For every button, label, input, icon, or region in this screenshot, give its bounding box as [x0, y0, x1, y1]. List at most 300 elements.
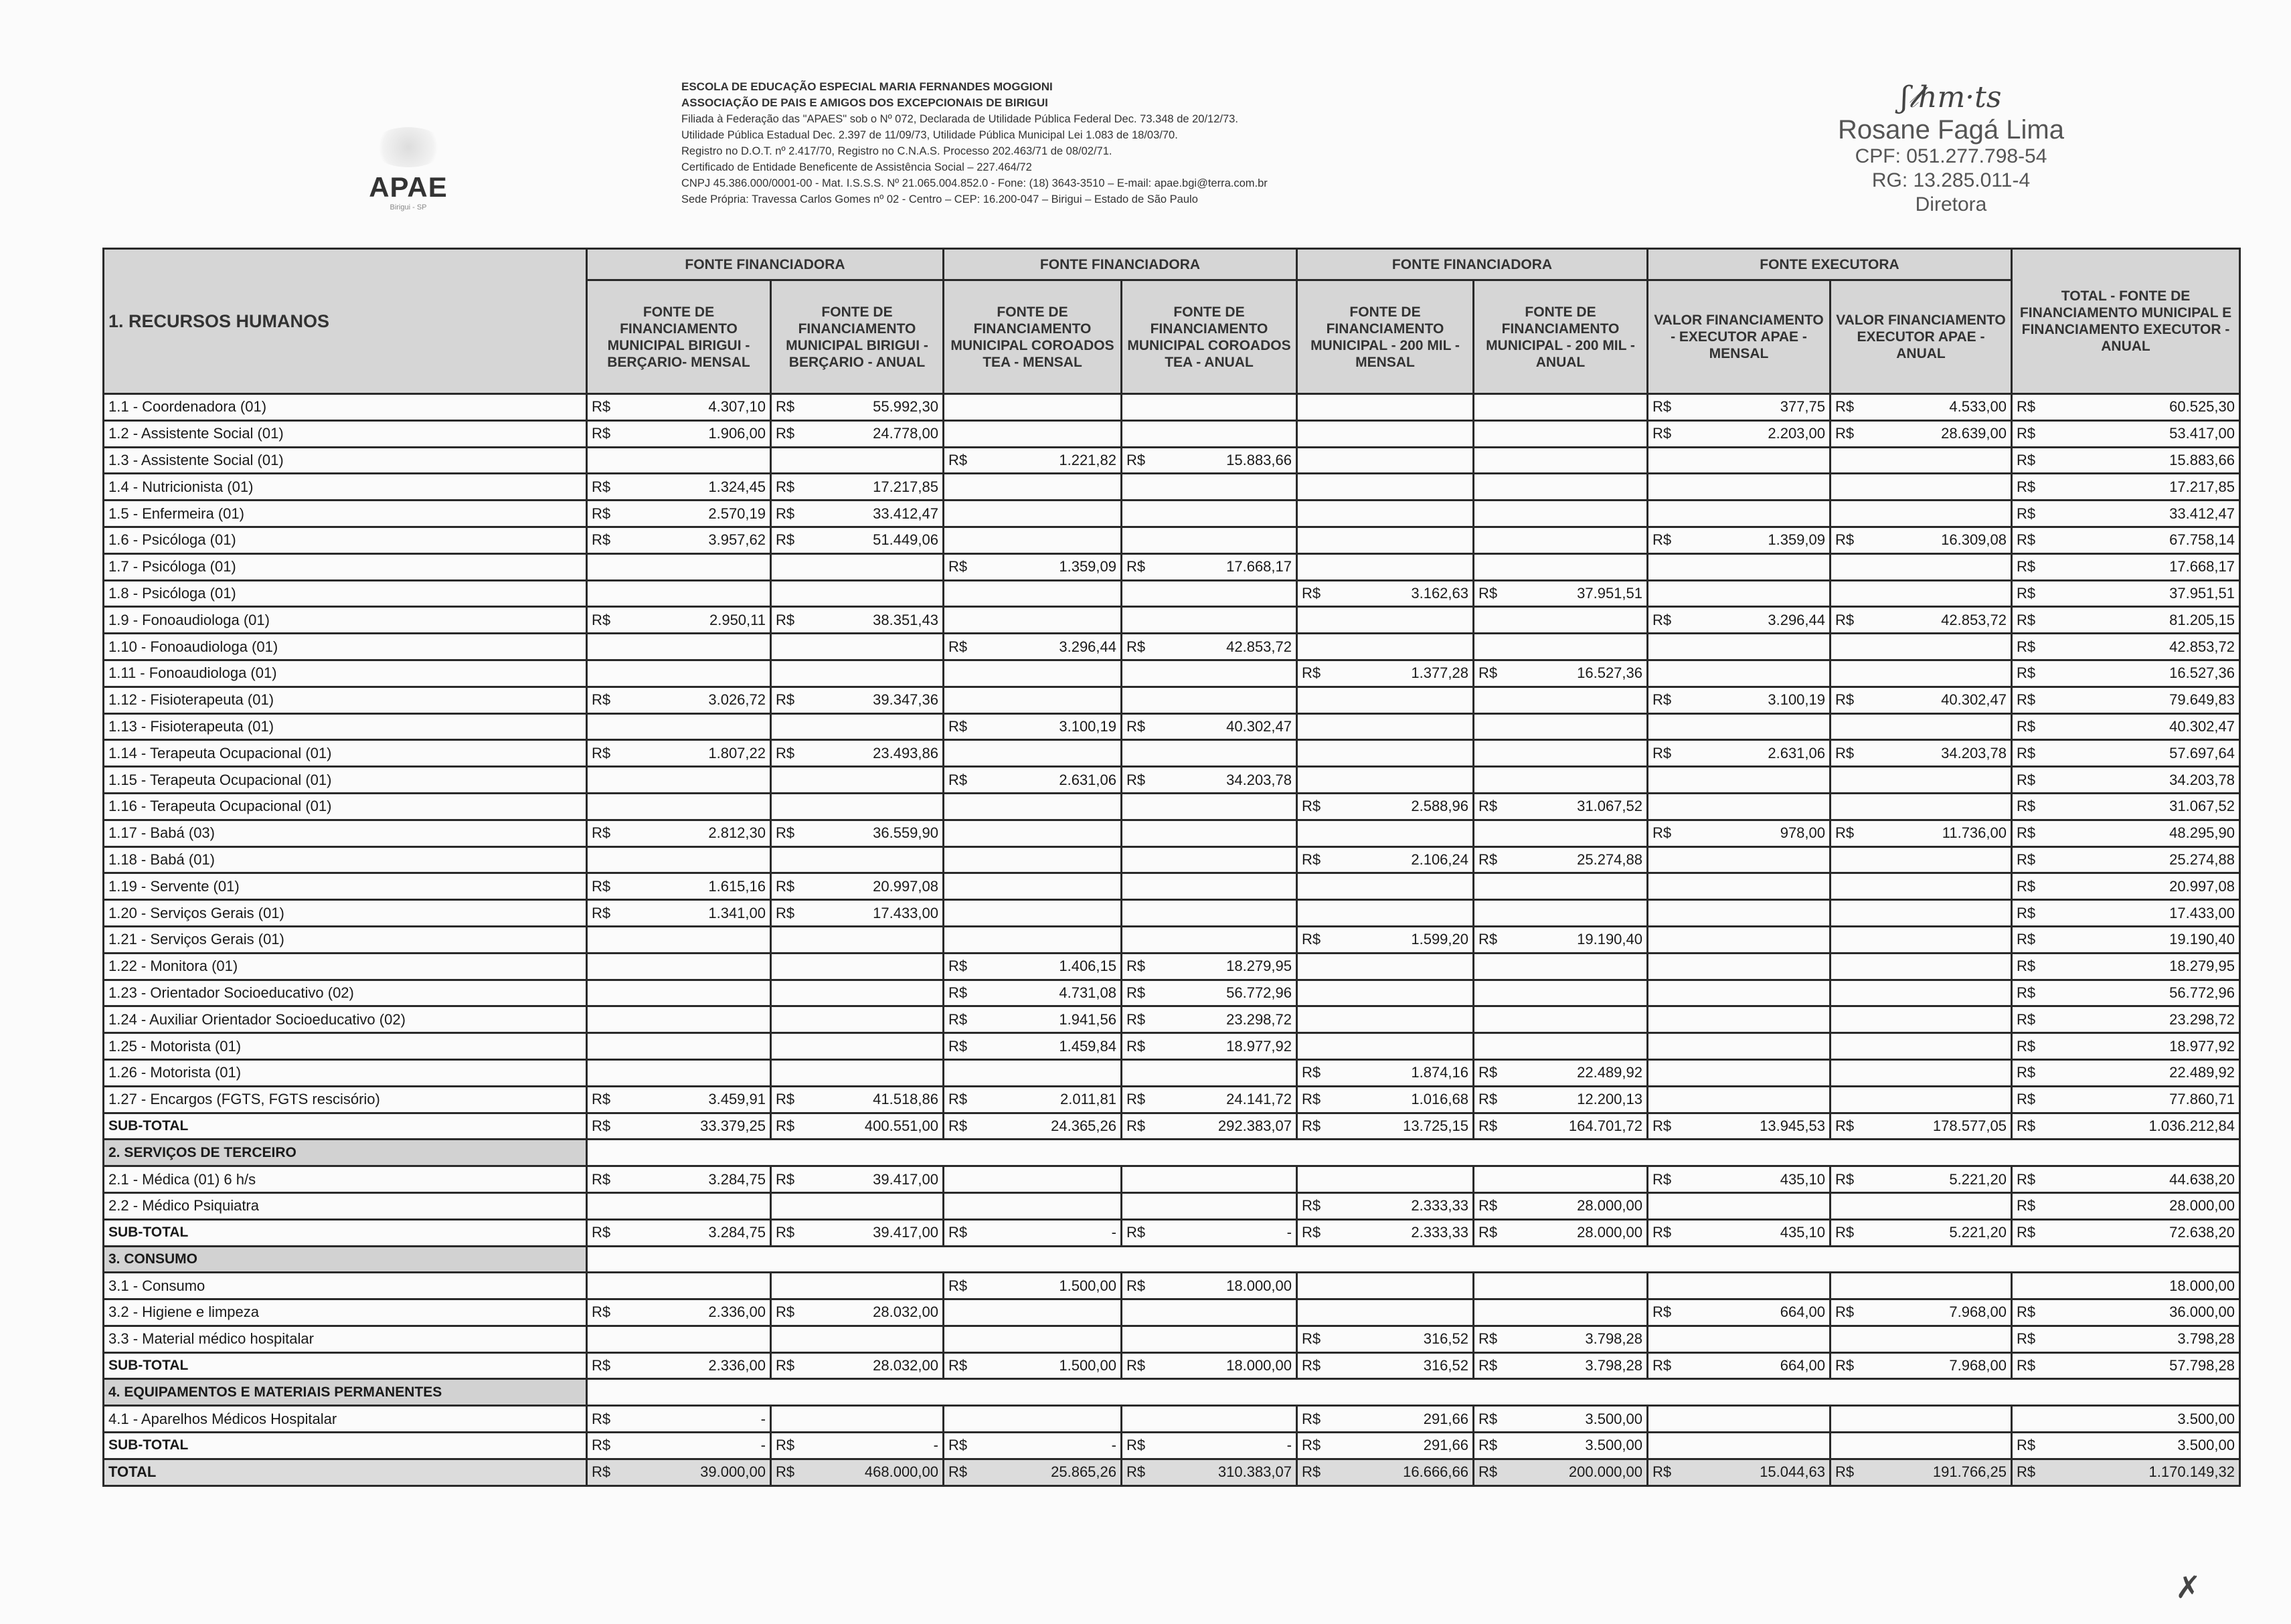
amount: 664,00 — [1780, 1357, 1825, 1374]
currency-symbol: R$ — [948, 1277, 968, 1294]
value-cell — [1474, 1433, 1648, 1459]
currency-symbol: R$ — [948, 1091, 968, 1108]
row-label: 2.2 - Médico Psiquiatra — [104, 1192, 587, 1219]
value-cell — [587, 1113, 771, 1140]
amount: 15.044,63 — [1760, 1463, 1825, 1481]
currency-symbol: R$ — [1478, 1197, 1498, 1214]
table-row — [104, 793, 2240, 820]
amount: 2.336,00 — [708, 1303, 766, 1321]
amount: 34.203,78 — [2169, 771, 2235, 788]
value-cell — [1474, 846, 1648, 873]
total-column-header: TOTAL - FONTE DE FINANCIAMENTO MUNICIPAL E FINANCIAMENTO EXECUTOR - ANUAL — [2012, 249, 2240, 394]
value-cell — [1474, 660, 1648, 687]
amount: 15.883,66 — [1226, 451, 1292, 468]
value-cell — [1297, 820, 1474, 846]
currency-symbol: R$ — [776, 425, 795, 442]
value-cell — [1648, 420, 1831, 447]
currency-symbol: R$ — [1652, 824, 1672, 842]
value-cell — [587, 740, 771, 767]
amount: - — [760, 1437, 766, 1454]
table-row — [104, 580, 2240, 607]
currency-symbol: R$ — [1478, 798, 1498, 815]
logo-subtext: Birigui - SP — [390, 203, 427, 211]
value-cell — [1831, 1033, 2012, 1060]
value-cell — [1297, 926, 1474, 953]
currency-symbol: R$ — [2017, 1463, 2036, 1481]
amount: 3.798,28 — [1585, 1330, 1642, 1348]
value-cell — [944, 980, 1122, 1006]
currency-symbol: R$ — [1302, 1330, 1321, 1348]
value-cell — [771, 820, 944, 846]
value-cell — [1831, 1192, 2012, 1219]
currency-symbol: R$ — [948, 1463, 968, 1481]
value-cell — [1122, 580, 1297, 607]
table-row — [104, 634, 2240, 660]
currency-symbol: R$ — [1302, 1410, 1321, 1427]
row-total-cell — [2012, 740, 2240, 767]
value-cell — [944, 1086, 1122, 1113]
currency-symbol: R$ — [948, 958, 968, 975]
currency-symbol: R$ — [948, 638, 968, 655]
value-cell — [1648, 1086, 1831, 1113]
row-total-cell — [2012, 1033, 2240, 1060]
amount: 7.968,00 — [1949, 1303, 2007, 1321]
value-cell — [944, 394, 1122, 421]
amount: 17.217,85 — [2169, 478, 2235, 495]
currency-symbol: R$ — [776, 478, 795, 495]
row-total-cell — [2012, 873, 2240, 900]
value-cell — [771, 474, 944, 501]
row-label: 1.18 - Babá (01) — [104, 846, 587, 873]
currency-symbol: R$ — [2017, 744, 2036, 761]
row-label: 1.17 - Babá (03) — [104, 820, 587, 846]
currency-symbol: R$ — [592, 478, 611, 495]
row-label: TOTAL — [104, 1459, 587, 1485]
table-row — [104, 980, 2240, 1006]
amount: 3.100,19 — [1768, 691, 1825, 709]
value-cell — [1122, 687, 1297, 713]
currency-symbol: R$ — [1478, 1410, 1498, 1427]
value-cell — [1648, 767, 1831, 794]
currency-symbol: R$ — [1835, 531, 1855, 549]
value-cell — [1122, 1406, 1297, 1433]
letterhead — [681, 79, 1268, 207]
value-cell — [587, 607, 771, 634]
currency-symbol: R$ — [1302, 1064, 1321, 1081]
value-cell — [1297, 793, 1474, 820]
value-cell — [1474, 1273, 1648, 1299]
amount: 5.221,20 — [1949, 1224, 2007, 1241]
amount: 1.599,20 — [1411, 931, 1468, 948]
value-cell — [944, 767, 1122, 794]
amount: 377,75 — [1780, 398, 1825, 416]
value-cell — [944, 553, 1122, 580]
amount: 3.296,44 — [1059, 638, 1116, 655]
currency-symbol: R$ — [1652, 611, 1672, 628]
currency-symbol: R$ — [2017, 1117, 2036, 1134]
value-cell — [1474, 634, 1648, 660]
value-cell — [1297, 553, 1474, 580]
currency-symbol: R$ — [2017, 1330, 2036, 1348]
value-cell — [1297, 953, 1474, 980]
amount: 435,10 — [1780, 1224, 1825, 1241]
currency-symbol: R$ — [948, 1224, 968, 1241]
currency-symbol: R$ — [948, 1437, 968, 1454]
value-cell — [1122, 820, 1297, 846]
amount: 18.977,92 — [1226, 1037, 1292, 1055]
value-cell — [587, 1166, 771, 1193]
currency-symbol: R$ — [2017, 1197, 2036, 1214]
value-cell — [1474, 820, 1648, 846]
value-cell — [587, 1273, 771, 1299]
row-total-cell — [2012, 580, 2240, 607]
currency-symbol: R$ — [2017, 850, 2036, 868]
row-total-cell — [2012, 687, 2240, 713]
value-cell — [1474, 1059, 1648, 1086]
amount: 38.351,43 — [873, 611, 938, 628]
currency-symbol: R$ — [776, 1091, 795, 1108]
value-cell — [944, 820, 1122, 846]
value-cell — [587, 873, 771, 900]
value-cell — [771, 580, 944, 607]
value-cell — [1474, 793, 1648, 820]
row-label: SUB-TOTAL — [104, 1352, 587, 1379]
amount: 18.279,95 — [2169, 958, 2235, 975]
value-cell — [771, 527, 944, 553]
amount: 200.000,00 — [1568, 1463, 1642, 1481]
currency-symbol: R$ — [1126, 451, 1146, 468]
table-row — [104, 660, 2240, 687]
row-label: 1.2 - Assistente Social (01) — [104, 420, 587, 447]
row-total-cell — [2012, 1352, 2240, 1379]
table-row — [104, 953, 2240, 980]
value-cell — [1474, 1459, 1648, 1485]
value-cell — [587, 687, 771, 713]
value-cell — [1648, 660, 1831, 687]
value-cell — [1831, 1406, 2012, 1433]
currency-symbol: R$ — [592, 1224, 611, 1241]
value-cell — [1297, 713, 1474, 740]
currency-symbol: R$ — [776, 1224, 795, 1241]
value-cell — [587, 527, 771, 553]
column-header: FONTE DE FINANCIAMENTO MUNICIPAL - 200 MIL - ANUAL — [1474, 280, 1648, 394]
row-label: 1.23 - Orientador Socioeducativo (02) — [104, 980, 587, 1006]
value-cell — [1474, 926, 1648, 953]
amount: 1.377,28 — [1411, 664, 1468, 682]
value-cell — [1297, 1459, 1474, 1485]
value-cell — [587, 580, 771, 607]
value-cell — [1122, 713, 1297, 740]
value-cell — [1122, 1006, 1297, 1033]
value-cell — [944, 1433, 1122, 1459]
row-label: 4. EQUIPAMENTOS E MATERIAIS PERMANENTES — [104, 1379, 587, 1406]
currency-symbol: R$ — [2017, 717, 2036, 735]
currency-symbol: R$ — [592, 744, 611, 761]
row-total-cell — [2012, 1059, 2240, 1086]
value-cell — [944, 1299, 1122, 1326]
value-cell — [1648, 1299, 1831, 1326]
value-cell — [944, 1059, 1122, 1086]
letterhead-line: Utilidade Pública Estadual Dec. 2.397 de 11/09/73, Utilidade Pública Municipal Lei 1.083 de 18/03/70. — [681, 129, 1178, 141]
currency-symbol: R$ — [2017, 877, 2036, 895]
value-cell — [1122, 1459, 1297, 1485]
value-cell — [1831, 474, 2012, 501]
amount: 22.489,92 — [1577, 1064, 1642, 1081]
currency-symbol: R$ — [1126, 771, 1146, 788]
currency-symbol: R$ — [2017, 425, 2036, 442]
currency-symbol: R$ — [1126, 638, 1146, 655]
value-cell — [1831, 1166, 2012, 1193]
amount: 310.383,07 — [1217, 1463, 1292, 1481]
currency-symbol: R$ — [776, 744, 795, 761]
value-cell — [1297, 1352, 1474, 1379]
subtotal-row — [104, 1352, 2240, 1379]
value-cell — [587, 1033, 771, 1060]
row-total-cell — [2012, 1406, 2240, 1433]
value-cell — [944, 607, 1122, 634]
amount: 22.489,92 — [2169, 1064, 2235, 1081]
row-label: 3. CONSUMO — [104, 1246, 587, 1273]
signer-role: Diretora — [1915, 193, 1987, 215]
currency-symbol: R$ — [1835, 1357, 1855, 1374]
value-cell — [1297, 660, 1474, 687]
row-total-cell — [2012, 660, 2240, 687]
currency-symbol: R$ — [2017, 558, 2036, 575]
value-cell — [587, 1219, 771, 1246]
value-cell — [1831, 900, 2012, 927]
section-row — [104, 1379, 2240, 1406]
amount: 67.758,14 — [2169, 531, 2235, 549]
amount: 72.638,20 — [2169, 1224, 2235, 1241]
amount: 28.000,00 — [1577, 1224, 1642, 1241]
value-cell — [1831, 1113, 2012, 1140]
currency-symbol: R$ — [2017, 1010, 2036, 1028]
value-cell — [771, 767, 944, 794]
value-cell — [1122, 1113, 1297, 1140]
value-cell — [1648, 474, 1831, 501]
value-cell — [1474, 527, 1648, 553]
currency-symbol: R$ — [1302, 1463, 1321, 1481]
table-row — [104, 767, 2240, 794]
value-cell — [771, 447, 944, 474]
amount: 17.668,17 — [2169, 558, 2235, 575]
value-cell — [771, 394, 944, 421]
value-cell — [1648, 740, 1831, 767]
amount: 12.200,13 — [1577, 1091, 1642, 1108]
row-total-cell — [2012, 607, 2240, 634]
value-cell — [771, 926, 944, 953]
currency-symbol: R$ — [2017, 1037, 2036, 1055]
row-total-cell — [2012, 447, 2240, 474]
currency-symbol: R$ — [1478, 1091, 1498, 1108]
section-spacer — [587, 1140, 2240, 1166]
amount: 34.203,78 — [1941, 744, 2007, 761]
currency-symbol: R$ — [1835, 1117, 1855, 1134]
value-cell — [1122, 926, 1297, 953]
currency-symbol: R$ — [1126, 1277, 1146, 1294]
row-total-cell — [2012, 1273, 2240, 1299]
currency-symbol: R$ — [1478, 1224, 1498, 1241]
row-total-cell — [2012, 926, 2240, 953]
amount: 3.026,72 — [708, 691, 766, 709]
value-cell — [944, 447, 1122, 474]
table-row — [104, 607, 2240, 634]
value-cell — [1297, 1299, 1474, 1326]
value-cell — [771, 1033, 944, 1060]
column-header: FONTE DE FINANCIAMENTO MUNICIPAL BIRIGUI - BERÇARIO- MENSAL — [587, 280, 771, 394]
value-cell — [1831, 1219, 2012, 1246]
value-cell — [944, 1326, 1122, 1352]
currency-symbol: R$ — [1126, 1357, 1146, 1374]
row-total-cell — [2012, 474, 2240, 501]
value-cell — [1297, 634, 1474, 660]
value-cell — [1297, 1406, 1474, 1433]
row-label: 1.24 - Auxiliar Orientador Socioeducativo (02) — [104, 1006, 587, 1033]
value-cell — [587, 447, 771, 474]
value-cell — [1122, 420, 1297, 447]
value-cell — [771, 1352, 944, 1379]
value-cell — [1297, 1059, 1474, 1086]
value-cell — [587, 793, 771, 820]
section-row — [104, 1140, 2240, 1166]
amount: 1.036.212,84 — [2148, 1117, 2235, 1134]
currency-symbol: R$ — [776, 1357, 795, 1374]
row-total-cell — [2012, 1086, 2240, 1113]
value-cell — [771, 1433, 944, 1459]
value-cell — [944, 474, 1122, 501]
value-cell — [1122, 474, 1297, 501]
amount: 31.067,52 — [2169, 798, 2235, 815]
value-cell — [1648, 1219, 1831, 1246]
value-cell — [771, 607, 944, 634]
table-row — [104, 447, 2240, 474]
currency-symbol: R$ — [1835, 425, 1855, 442]
currency-symbol: R$ — [2017, 904, 2036, 921]
value-cell — [771, 953, 944, 980]
value-cell — [1122, 1352, 1297, 1379]
currency-symbol: R$ — [592, 1410, 611, 1427]
amount: 17.433,00 — [2169, 904, 2235, 921]
currency-symbol: R$ — [1652, 1303, 1672, 1321]
amount: 2.106,24 — [1411, 850, 1468, 868]
value-cell — [944, 1273, 1122, 1299]
value-cell — [1122, 953, 1297, 980]
value-cell — [771, 1459, 944, 1485]
row-total-cell — [2012, 713, 2240, 740]
currency-symbol: R$ — [948, 451, 968, 468]
row-total-cell — [2012, 420, 2240, 447]
section-header: 1. RECURSOS HUMANOS — [104, 249, 587, 394]
amount: 2.570,19 — [708, 505, 766, 522]
value-cell — [587, 1059, 771, 1086]
value-cell — [771, 634, 944, 660]
logo-emblem-icon — [371, 127, 445, 167]
currency-symbol: R$ — [592, 1437, 611, 1454]
value-cell — [1122, 793, 1297, 820]
value-cell — [771, 501, 944, 527]
table-row — [104, 1006, 2240, 1033]
value-cell — [587, 501, 771, 527]
value-cell — [1831, 553, 2012, 580]
value-cell — [1648, 687, 1831, 713]
row-total-cell — [2012, 1006, 2240, 1033]
value-cell — [1122, 846, 1297, 873]
value-cell — [587, 1459, 771, 1485]
amount: 18.000,00 — [1226, 1277, 1292, 1294]
amount: 2.950,11 — [709, 611, 766, 628]
amount: 3.284,75 — [708, 1170, 766, 1188]
value-cell — [1831, 820, 2012, 846]
value-cell — [587, 474, 771, 501]
row-label: 1.19 - Servente (01) — [104, 873, 587, 900]
currency-symbol: R$ — [1652, 1224, 1672, 1241]
table-row — [104, 1326, 2240, 1352]
currency-symbol: R$ — [1302, 1197, 1321, 1214]
value-cell — [1297, 1219, 1474, 1246]
row-total-cell — [2012, 846, 2240, 873]
amount: 25.865,26 — [1051, 1463, 1116, 1481]
row-label: SUB-TOTAL — [104, 1219, 587, 1246]
amount: 5.221,20 — [1949, 1170, 2007, 1188]
value-cell — [587, 553, 771, 580]
currency-symbol: R$ — [1302, 1224, 1321, 1241]
value-cell — [944, 501, 1122, 527]
currency-symbol: R$ — [1478, 1330, 1498, 1348]
row-total-cell — [2012, 1192, 2240, 1219]
value-cell — [1122, 1433, 1297, 1459]
currency-symbol: R$ — [2017, 531, 2036, 549]
currency-symbol: R$ — [1126, 1117, 1146, 1134]
value-cell — [1831, 926, 2012, 953]
amount: 17.217,85 — [873, 478, 938, 495]
value-cell — [1831, 873, 2012, 900]
amount: 1.459,84 — [1059, 1037, 1116, 1055]
value-cell — [1122, 1033, 1297, 1060]
subtotal-row — [104, 1113, 2240, 1140]
currency-symbol: R$ — [1126, 1091, 1146, 1108]
row-label: 1.5 - Enfermeira (01) — [104, 501, 587, 527]
row-label: 1.16 - Terapeuta Ocupacional (01) — [104, 793, 587, 820]
value-cell — [944, 713, 1122, 740]
amount: 39.417,00 — [873, 1170, 938, 1188]
currency-symbol: R$ — [1302, 931, 1321, 948]
section-spacer — [587, 1246, 2240, 1273]
value-cell — [1648, 926, 1831, 953]
value-cell — [1831, 740, 2012, 767]
column-header: VALOR FINANCIAMENTO - EXECUTOR APAE - MENSAL — [1648, 280, 1831, 394]
table-row — [104, 420, 2240, 447]
currency-symbol: R$ — [592, 691, 611, 709]
amount: 57.798,28 — [2169, 1357, 2235, 1374]
value-cell — [1831, 687, 2012, 713]
value-cell — [1648, 527, 1831, 553]
value-cell — [944, 687, 1122, 713]
value-cell — [1297, 527, 1474, 553]
value-cell — [1831, 793, 2012, 820]
currency-symbol: R$ — [948, 1357, 968, 1374]
value-cell — [1297, 607, 1474, 634]
row-total-cell — [2012, 1326, 2240, 1352]
amount: 17.433,00 — [873, 904, 938, 921]
value-cell — [1831, 1006, 2012, 1033]
value-cell — [1122, 447, 1297, 474]
value-cell — [1831, 980, 2012, 1006]
value-cell — [587, 767, 771, 794]
amount: 978,00 — [1780, 824, 1825, 842]
value-cell — [944, 1219, 1122, 1246]
value-cell — [1474, 580, 1648, 607]
amount: 1.500,00 — [1059, 1357, 1116, 1374]
